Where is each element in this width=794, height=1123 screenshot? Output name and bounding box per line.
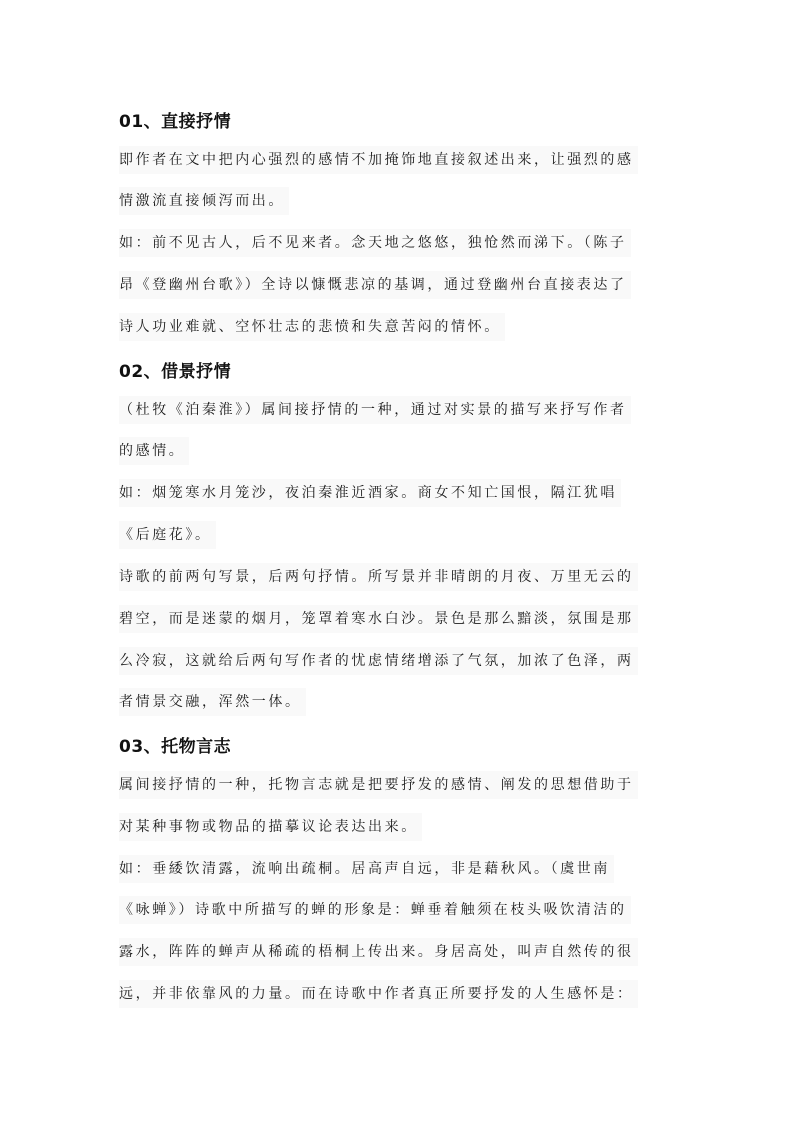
paragraph-line: 诗人功业难就、空怀壮志的悲愤和失意苦闷的情怀。	[119, 313, 505, 341]
paragraph-line: 属间接抒情的一种，托物言志就是把要抒发的感情、阐发的思想借助于	[119, 771, 638, 799]
section-heading-02: 02、借景抒情	[119, 362, 232, 382]
paragraph-line: 昂《登幽州台歌》）全诗以慷慨悲凉的基调，通过登幽州台直接表达了	[119, 271, 631, 299]
paragraph-line: 情激流直接倾泻而出。	[119, 187, 289, 215]
paragraph-line: 《后庭花》。	[119, 521, 216, 549]
paragraph-line: 远，并非依靠风的力量。而在诗歌中作者真正所要抒发的人生感怀是：	[119, 980, 638, 1008]
paragraph-line: 么冷寂，这就给后两句写作者的忧虑情绪增添了气氛，加浓了色泽，两	[119, 647, 638, 675]
paragraph-line: 诗歌的前两句写景，后两句抒情。所写景并非晴朗的月夜、万里无云的	[119, 563, 638, 591]
paragraph-line: 露水，阵阵的蝉声从稀疏的梧桐上传出来。身居高处，叫声自然传的很	[119, 938, 638, 966]
paragraph-line: 者情景交融，浑然一体。	[119, 688, 306, 716]
paragraph-line: 如：前不见古人，后不见来者。念天地之悠悠，独怆然而涕下。（陈子	[119, 229, 631, 257]
section-heading-03: 03、托物言志	[119, 737, 232, 757]
paragraph-line: 的感情。	[119, 437, 189, 465]
paragraph-line: （杜牧《泊秦淮》）属间接抒情的一种，通过对实景的描写来抒写作者	[119, 396, 631, 424]
paragraph-line: 即作者在文中把内心强烈的感情不加掩饰地直接叙述出来，让强烈的感	[119, 146, 638, 174]
paragraph-line: 如：烟笼寒水月笼沙，夜泊秦淮近酒家。商女不知亡国恨，隔江犹唱	[119, 479, 621, 507]
paragraph-line: 对某种事物或物品的描摹议论表达出来。	[119, 813, 422, 841]
paragraph-line: 如：垂緌饮清露，流响出疏桐。居高声自远，非是藉秋风。（虞世南	[119, 855, 614, 883]
paragraph-line: 碧空，而是迷蒙的烟月，笼罩着寒水白沙。景色是那么黯淡，氛围是那	[119, 605, 638, 633]
paragraph-line: 《咏蝉》）诗歌中所描写的蝉的形象是：蝉垂着触须在枝头吸饮清洁的	[119, 896, 631, 924]
section-heading-01: 01、直接抒情	[119, 112, 232, 132]
